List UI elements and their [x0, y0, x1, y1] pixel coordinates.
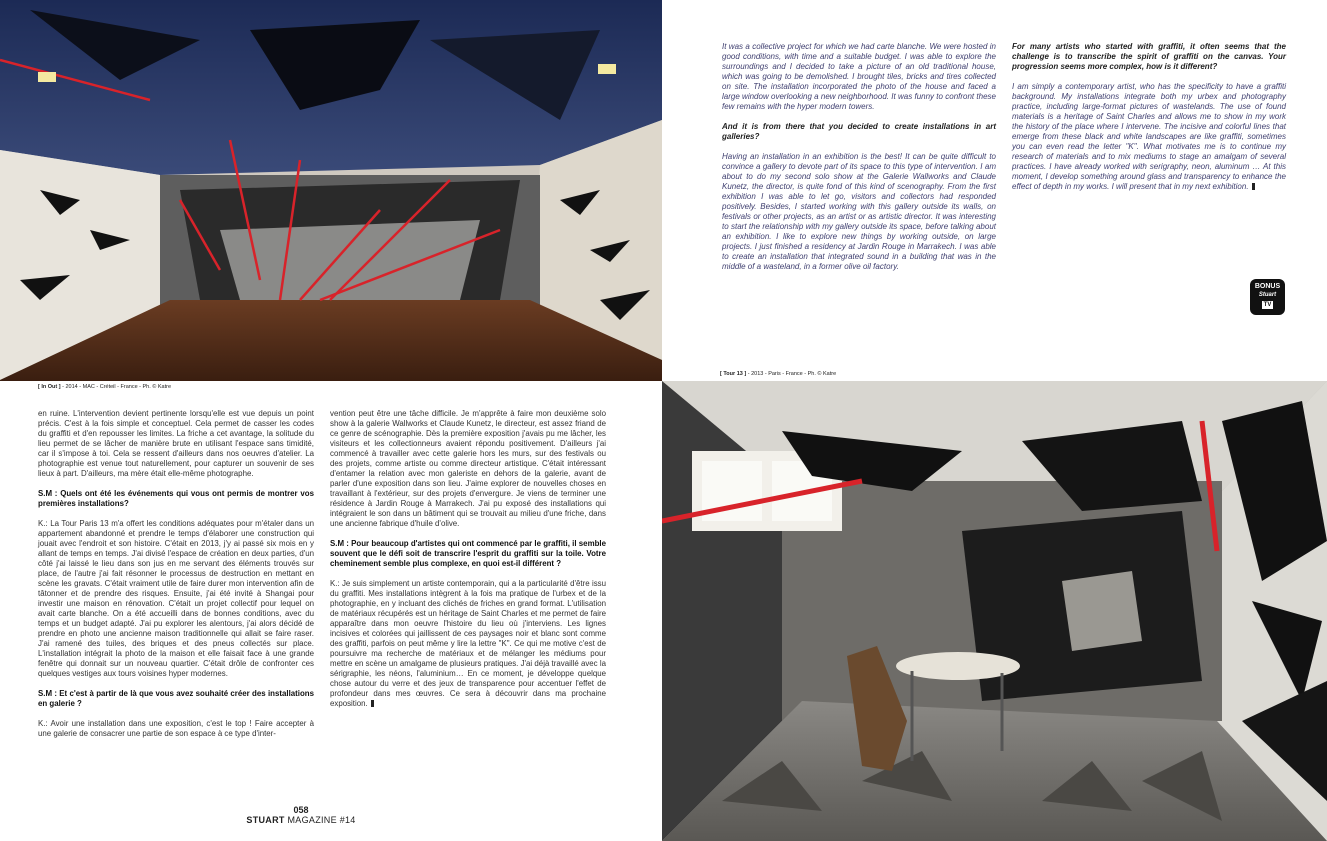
caption-title: [ In Out ]: [38, 384, 61, 390]
english-col2-p1-text: I am simply a contemporary artist, who has the specificity to have a graffiti background. My installations integrate both my urbex and photography practice, including large-format pictures of wastelands. The use of found materials is a heritage of Saint Charles and allows me to show in my work the history of the place where I intervene. The incisive and colorful lines that emerge from these black and white landscapes are like graffiti, sometimes you can even read the letter "K". What motivates me is to continue my research of materials and to mix mediums to stage an amalgam of several practices. I have already worked with serigraphy, neon, aluminum … At this moment, I develop something around glass and transparency to enhance the effect of depth in my works. I will present that in my next exhibition.: [1012, 82, 1286, 191]
end-of-article-icon: [1252, 183, 1255, 190]
page-footer: [231, 805, 371, 825]
bonus-stuart-tv-logo: [1250, 279, 1285, 315]
french-col2-p1: vention peut être une tâche difficile. Je m'apprête à faire mon deuxième solo show à la galerie Wallworks et Claude Kunetz, le directeur, est assez friand de ce genre de scénographie. Dès la première exposition j'avais pu me lâcher, les visiteurs et les collectionneurs avaient répondu positivement. D'ailleurs j'ai commencé à travailler avec cette galerie hors les murs, sur des festivals ou des projets, comme artiste ou comme directeur artistique. C'était intéressant d'entamer la relation avec mon galeriste en dehors de la galerie, avant de parler d'une exposition dans son lieu. J'aime explorer de nouvelles choses en travaillant à l'extérieur, sur des projets d'envergure. Je viens de terminer une résidence à Jardin Rouge à Marrakech. J'ai pu exposé des installations qui intégraient le son dans un bâtiment qui se trouvait au milieu d'une friche, dans une ancienne fabrique d'huile d'olive.: [330, 409, 606, 528]
french-column-1: [38, 409, 314, 749]
english-column-1: [722, 42, 996, 282]
english-col1-p1: It was a collective project for which we had carte blanche. We were hosted in good conditions, with time and a suitable budget. I was able to explore the surroundings and I decided to take a picture of an old traditional house, which was going to be demolished. I brought tiles, bricks and tires collected on site. The installation incorporated the photo of the house and faced a large window overlooking a new neighborhood. It was funny to confront these few remains with the hyper modern towers.: [722, 42, 996, 111]
photo-caption-tour-13: [720, 371, 836, 377]
english-column-2: [1012, 42, 1286, 202]
french-col1-p1: en ruine. L'intervention devient pertinente lorsqu'elle est vue depuis un point précis. C'est à la fois simple et conceptuel. Cela permet de casser les codes du graffiti et d'en repousser les limites. La friche a cet avantage, la solitude du lieu permet de se lâcher de manière brute en utilisant l'espace sans timidité, car il s'impose à toi. Cela se ressent d'ailleurs dans nos oeuvres d'atelier. La photographie est venue tout naturellement, pour capturer un souvenir de ses lieux à part. D'ailleurs, ma mère était elle-même photographe.: [38, 409, 314, 478]
caption-title: [ Tour 13 ]: [720, 371, 747, 377]
page-number: 058: [293, 805, 309, 815]
french-question-graffiti: S.M : Pour beaucoup d'artistes qui ont commencé par le graffiti, il semble souvent que le défi soit de transcrire l'esprit du graffiti sur la toile. Votre cheminement semble plus complexe, en quoi est-il différent ?: [330, 539, 606, 568]
french-col1-p2: K.: La Tour Paris 13 m'a offert les conditions adéquates pour m'étaler dans un appartement abandonné et prendre le temps d'élaborer une construction qui jouait avec l'endroit et son histoire. C'était en 2013, j'y ai passé six mois en y allant de temps en temps. J'ai divisé l'espace de création en deux parties, d'un côté j'ai laissé le lieu dans son jus en me servant des éléments trouvés sur place, de l'autre j'ai fait résonner le processus de destruction en mettant en scène les gravats. C'était vraiment utile de faire durer mon intervention afin de tâtonner et de prendre des risques. Ensuite, j'ai été invité à Shangai pour investir une maison en rénovation. C'était un projet collectif pour lequel on avait carte blanche. On a été accueilli dans de bonnes conditions, avec du temps et un budget adapté. J'ai pu explorer les alentours, j'ai alors décidé de prendre en photo une ancienne maison traditionnelle qui allait se faire raser. J'ai ramené des tuiles, des briques et des pneus collectés sur place. L'installation intégrait la photo de la maison et elle faisait face à une grande fenêtre qui donnait sur un nouveau quartier. C'était drôle de confronter ces quelques vestiges aux tours voisines hyper modernes.: [38, 519, 314, 678]
badge-line2: Stuart: [1258, 292, 1277, 298]
caption-details: - 2014 - MAC - Créteil - France - Ph. © Katre: [60, 384, 172, 390]
photo-caption-in-out: [38, 384, 171, 390]
end-of-article-icon: [371, 700, 374, 707]
badge-line1: BONUS: [1254, 283, 1281, 290]
french-column-2: [330, 409, 606, 719]
french-col1-p3: K.: Avoir une installation dans une exposition, c'est le top ! Faire accepter à une galerie de consacrer une partie de son espace à ce type d'inter-: [38, 719, 314, 738]
badge-line3: TV: [1263, 302, 1272, 308]
caption-details: - 2013 - Paris - France - Ph. © Katre: [746, 371, 837, 377]
english-question-galleries: And it is from there that you decided to create installations in art galleries?: [722, 122, 996, 141]
french-question-galleries: S.M : Et c'est à partir de là que vous avez souhaité créer des installations en galerie ?: [38, 689, 314, 708]
photo-in-out-installation: [0, 0, 662, 381]
french-question-events: S.M : Quels ont été les événements qui vous ont permis de montrer vos premières installations?: [38, 489, 314, 508]
magazine-name: [231, 815, 371, 825]
magazine-brand: STUART: [246, 815, 285, 825]
english-col2-p1: [1012, 82, 1286, 192]
french-col2-p2: [330, 579, 606, 709]
photo-tour-13-installation: [662, 381, 1327, 841]
magazine-issue: MAGAZINE #14: [284, 815, 356, 825]
english-col1-p2: Having an installation in an exhibition is the best! It can be quite difficult to convince a gallery to devote part of its space to this type of intervention. I am about to do my second solo show at the Galerie Wallworks and Claude Kunetz, the director, is quite fond of this kind of scenography. From the first exhibition I was able to let go, visitors and collectors had responded positively. Besides, I started working with this gallery outside its walls, on festivals or other projects, as an artist or as artistic director. It was interesting to start the relationship with my gallery outside its space, before talking about an exhibition. I like to explore new things by working outside, on large projects. I just finished a residency at Jardin Rouge in Marrakech. I was able to create an installation that integrated sound in a building that was in the middle of a wasteland, in a former olive oil factory.: [722, 152, 996, 271]
english-question-graffiti: For many artists who started with graffiti, it often seems that the challenge is to transcribe the spirit of graffiti on the canvas. Your progression seems more complex, how is it different?: [1012, 42, 1286, 71]
french-col2-p2-text: K.: Je suis simplement un artiste contemporain, qui a la particularité d'être issu du graffiti. Mes installations intègrent à la fois ma pratique de l'urbex et de la photographie, en y incluant des clichés de friches en grand format. L'utilisation de matériaux récupérés est un héritage de Saint Charles et me permet de faire apparaître dans mon oeuvre l'histoire du lieu où j'interviens. Les lignes incisives et colorées qui jaillissent de ces paysages noir et blanc sont comme des graffiti, parfois on peut même y lire la lettre "K". Ce qui me motive c'est de poursuivre ma recherche de matériaux et de mélanger les médiums pour mettre en scène un amalgame de plusieurs pratiques. J'ai déjà travaillé avec la sérigraphie, les néons, l'aluminium… En ce moment, je développe quelque chose autour du verre et des jeux de transparence pour accentuer l'effet de profondeur dans mes œuvres. Ce sera à découvrir dans ma prochaine exposition.: [330, 579, 606, 708]
